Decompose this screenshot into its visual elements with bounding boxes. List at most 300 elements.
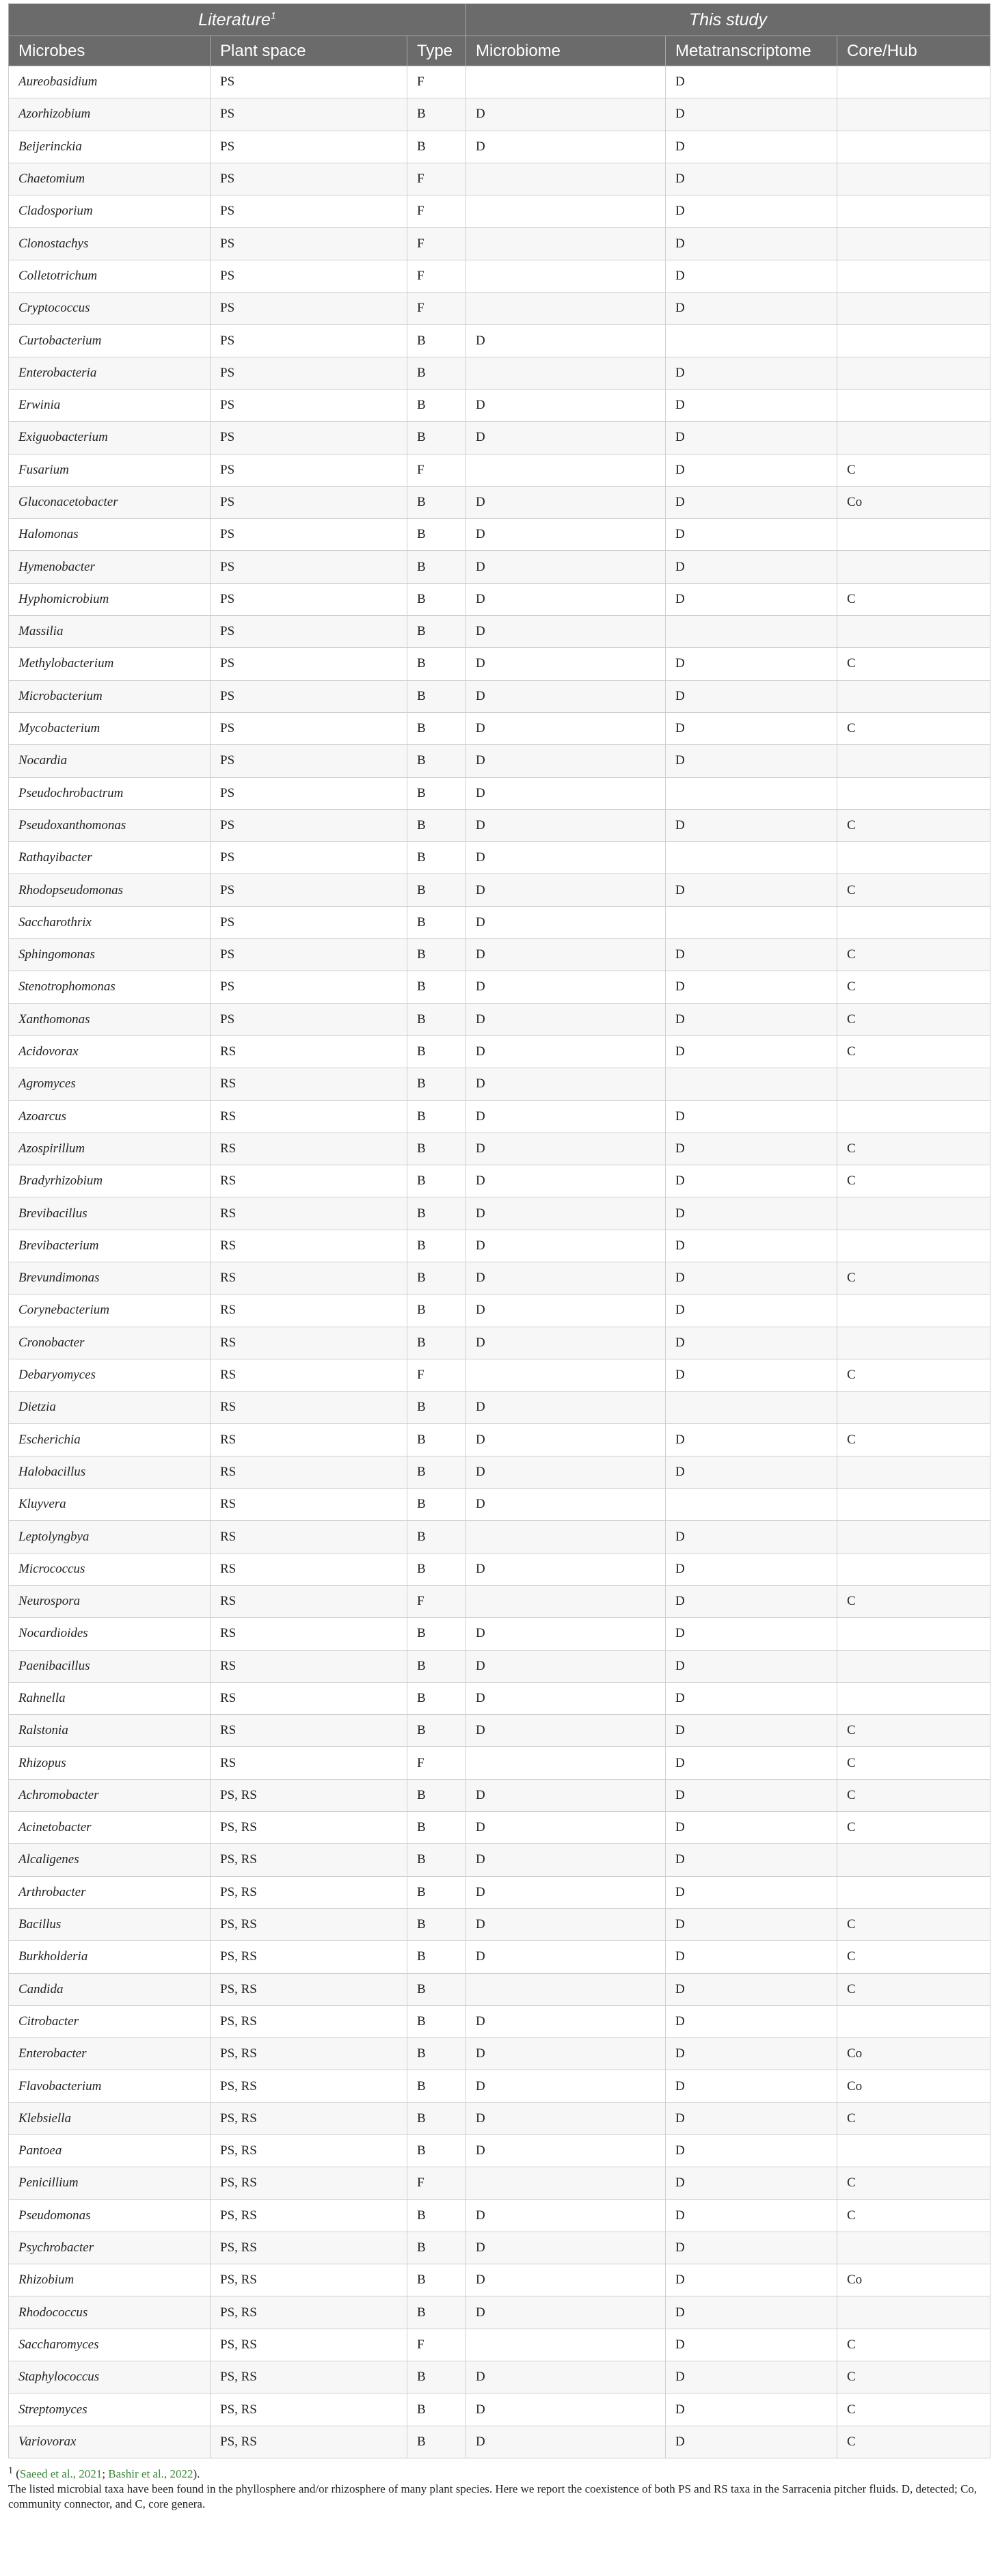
metatranscriptome-cell: D — [666, 1650, 837, 1682]
core-hub-cell: C — [837, 874, 990, 906]
type-cell: B — [407, 745, 466, 777]
microbiome-cell: D — [466, 1650, 666, 1682]
microbe-name-cell: Penicillium — [9, 2167, 211, 2199]
type-cell: B — [407, 809, 466, 841]
metatranscriptome-cell: D — [666, 2264, 837, 2296]
table-row — [9, 1262, 990, 1294]
table-row — [9, 971, 990, 1003]
metatranscriptome-cell: D — [666, 2199, 837, 2232]
type-cell: B — [407, 616, 466, 648]
metatranscriptome-cell: D — [666, 1359, 837, 1391]
table-row — [9, 1068, 990, 1100]
type-cell: B — [407, 357, 466, 389]
plant-space-cell: RS — [211, 1392, 407, 1424]
type-cell: F — [407, 195, 466, 228]
microbe-name-cell: Microbacterium — [9, 680, 211, 712]
microbiome-cell — [466, 195, 666, 228]
literature-label: Literature — [198, 10, 271, 29]
table-row — [9, 1133, 990, 1165]
type-cell: B — [407, 2426, 466, 2458]
core-hub-cell — [837, 1197, 990, 1230]
table-row — [9, 1973, 990, 2005]
type-cell: F — [407, 293, 466, 325]
table-row — [9, 2199, 990, 2232]
type-cell: B — [407, 583, 466, 615]
metatranscriptome-cell: D — [666, 2038, 837, 2070]
plant-space-cell: PS, RS — [211, 2232, 407, 2264]
microbe-name-cell: Micrococcus — [9, 1553, 211, 1585]
core-hub-cell — [837, 1876, 990, 1908]
metatranscriptome-cell: D — [666, 2135, 837, 2167]
microbe-name-cell: Arthrobacter — [9, 1876, 211, 1908]
type-cell: B — [407, 325, 466, 357]
plant-space-cell: PS, RS — [211, 1876, 407, 1908]
core-hub-cell — [837, 2135, 990, 2167]
type-cell: B — [407, 1035, 466, 1068]
microbe-name-cell: Colletotrichum — [9, 260, 211, 292]
metatranscriptome-cell: D — [666, 260, 837, 292]
table-row — [9, 98, 990, 131]
metatranscriptome-cell — [666, 325, 837, 357]
microbiome-cell: D — [466, 1779, 666, 1811]
plant-space-cell: RS — [211, 1650, 407, 1682]
plant-space-cell: PS, RS — [211, 2102, 407, 2134]
group-header-row — [9, 4, 990, 36]
reference-link-bashir[interactable]: Bashir et al., 2022 — [108, 2467, 193, 2480]
core-hub-cell: C — [837, 1262, 990, 1294]
table-row — [9, 809, 990, 841]
microbiome-cell: D — [466, 1392, 666, 1424]
core-hub-cell: Co — [837, 486, 990, 518]
type-cell: B — [407, 2264, 466, 2296]
metatranscriptome-cell: D — [666, 1973, 837, 2005]
microbe-name-cell: Achromobacter — [9, 1779, 211, 1811]
table-row — [9, 195, 990, 228]
metatranscriptome-cell: D — [666, 2167, 837, 2199]
plant-space-cell: PS, RS — [211, 2264, 407, 2296]
table-row — [9, 551, 990, 583]
microbiome-cell: D — [466, 1133, 666, 1165]
core-hub-cell — [837, 325, 990, 357]
table-row — [9, 519, 990, 551]
microbiome-cell: D — [466, 1068, 666, 1100]
table-row — [9, 163, 990, 195]
metatranscriptome-cell: D — [666, 293, 837, 325]
microbiome-cell: D — [466, 583, 666, 615]
plant-space-cell: RS — [211, 1359, 407, 1391]
microbiome-cell — [466, 163, 666, 195]
plant-space-cell: PS — [211, 906, 407, 938]
microbiome-cell — [466, 1521, 666, 1553]
microbiome-cell: D — [466, 2361, 666, 2394]
microbe-name-cell: Azoarcus — [9, 1100, 211, 1133]
metatranscriptome-cell: D — [666, 1844, 837, 1876]
microbe-name-cell: Psychrobacter — [9, 2232, 211, 2264]
core-hub-cell — [837, 422, 990, 454]
table-row — [9, 1941, 990, 1973]
table-row — [9, 131, 990, 163]
metatranscriptome-cell: D — [666, 2426, 837, 2458]
type-cell: B — [407, 842, 466, 874]
plant-space-cell: PS, RS — [211, 2070, 407, 2102]
microbiome-cell: D — [466, 939, 666, 971]
plant-space-cell: RS — [211, 1327, 407, 1359]
plant-space-cell: PS, RS — [211, 2361, 407, 2394]
plant-space-cell: PS, RS — [211, 2199, 407, 2232]
microbe-name-cell: Mycobacterium — [9, 712, 211, 744]
plant-space-cell: PS — [211, 1003, 407, 1035]
microbe-name-cell: Acinetobacter — [9, 1812, 211, 1844]
microbe-name-cell: Curtobacterium — [9, 325, 211, 357]
microbiome-cell: D — [466, 2070, 666, 2102]
plant-space-cell: PS, RS — [211, 2426, 407, 2458]
core-hub-cell: C — [837, 1585, 990, 1617]
table-row — [9, 2232, 990, 2264]
table-row — [9, 583, 990, 615]
core-hub-cell: C — [837, 1973, 990, 2005]
core-hub-cell: C — [837, 1035, 990, 1068]
type-cell: B — [407, 1489, 466, 1521]
core-hub-cell: C — [837, 583, 990, 615]
core-hub-cell — [837, 66, 990, 98]
metatranscriptome-cell — [666, 1068, 837, 1100]
column-header-type: Type — [407, 36, 466, 66]
type-cell: B — [407, 1844, 466, 1876]
metatranscriptome-cell — [666, 842, 837, 874]
table-row — [9, 1230, 990, 1262]
microbiome-cell — [466, 228, 666, 260]
type-cell: F — [407, 1359, 466, 1391]
plant-space-cell: PS — [211, 195, 407, 228]
core-hub-cell — [837, 616, 990, 648]
microbe-name-cell: Massilia — [9, 616, 211, 648]
type-cell: B — [407, 777, 466, 809]
core-hub-cell — [837, 1100, 990, 1133]
microbiome-cell: D — [466, 98, 666, 131]
metatranscriptome-cell: D — [666, 1262, 837, 1294]
metatranscriptome-cell: D — [666, 163, 837, 195]
microbe-name-cell: Gluconacetobacter — [9, 486, 211, 518]
plant-space-cell: RS — [211, 1585, 407, 1617]
footnote-text: The listed microbial taxa have been found in the phyllosphere and/or rhizosphere of many plant species. Here we report the coexistence of both PS and RS taxa in the Sarracenia pitcher fluids. D, detected; Co, community connector, and C, core genera. — [8, 2482, 977, 2510]
column-header-microbiome: Microbiome — [466, 36, 666, 66]
plant-space-cell: RS — [211, 1715, 407, 1747]
table-row — [9, 1618, 990, 1650]
table-body — [9, 66, 990, 2458]
plant-space-cell: RS — [211, 1747, 407, 1779]
microbiome-cell — [466, 260, 666, 292]
reference-link-saeed[interactable]: Saeed et al., 2021 — [19, 2467, 103, 2480]
core-hub-cell — [837, 131, 990, 163]
type-cell: B — [407, 1197, 466, 1230]
table-row — [9, 2264, 990, 2296]
microbiome-cell: D — [466, 1035, 666, 1068]
table-row — [9, 1844, 990, 1876]
table-row — [9, 939, 990, 971]
microbiome-cell: D — [466, 2264, 666, 2296]
microbiome-cell: D — [466, 1682, 666, 1714]
type-cell: B — [407, 1812, 466, 1844]
table-row — [9, 1456, 990, 1488]
metatranscriptome-cell: D — [666, 1747, 837, 1779]
core-hub-cell: C — [837, 1908, 990, 1940]
microbiome-cell: D — [466, 1294, 666, 1327]
microbe-name-cell: Debaryomyces — [9, 1359, 211, 1391]
microbiome-cell: D — [466, 2199, 666, 2232]
microbe-name-cell: Variovorax — [9, 2426, 211, 2458]
microbe-name-cell: Bradyrhizobium — [9, 1165, 211, 1197]
microbe-name-cell: Nocardioides — [9, 1618, 211, 1650]
core-hub-cell — [837, 228, 990, 260]
microbe-name-cell: Pseudoxanthomonas — [9, 809, 211, 841]
metatranscriptome-cell: D — [666, 1197, 837, 1230]
table-row — [9, 745, 990, 777]
table-row — [9, 1779, 990, 1811]
type-cell: B — [407, 1973, 466, 2005]
core-hub-cell — [837, 195, 990, 228]
metatranscriptome-cell — [666, 616, 837, 648]
core-hub-cell: C — [837, 2361, 990, 2394]
footnote-close-paren: ). — [193, 2467, 200, 2480]
table-row — [9, 906, 990, 938]
core-hub-cell — [837, 745, 990, 777]
table-row — [9, 389, 990, 421]
table-row — [9, 2361, 990, 2394]
table-row — [9, 1197, 990, 1230]
metatranscriptome-cell: D — [666, 519, 837, 551]
microbiome-cell: D — [466, 777, 666, 809]
plant-space-cell: PS — [211, 616, 407, 648]
plant-space-cell: PS, RS — [211, 1812, 407, 1844]
table-row — [9, 2005, 990, 2037]
microbiome-cell: D — [466, 1618, 666, 1650]
metatranscriptome-cell: D — [666, 1294, 837, 1327]
table-row — [9, 1359, 990, 1391]
plant-space-cell: PS — [211, 98, 407, 131]
metatranscriptome-cell: D — [666, 454, 837, 486]
metatranscriptome-cell: D — [666, 1165, 837, 1197]
microbiome-cell: D — [466, 2038, 666, 2070]
type-cell: B — [407, 1941, 466, 1973]
table-row — [9, 1294, 990, 1327]
plant-space-cell: PS, RS — [211, 1908, 407, 1940]
plant-space-cell: PS — [211, 519, 407, 551]
microbiome-cell: D — [466, 971, 666, 1003]
core-hub-cell — [837, 1650, 990, 1682]
metatranscriptome-cell: D — [666, 1908, 837, 1940]
table-row — [9, 2394, 990, 2426]
microbiome-cell: D — [466, 2296, 666, 2329]
plant-space-cell: PS — [211, 874, 407, 906]
core-hub-cell — [837, 357, 990, 389]
microbe-name-cell: Pantoea — [9, 2135, 211, 2167]
metatranscriptome-cell: D — [666, 1553, 837, 1585]
plant-space-cell: PS — [211, 583, 407, 615]
plant-space-cell: PS, RS — [211, 2296, 407, 2329]
core-hub-cell — [837, 519, 990, 551]
type-cell: B — [407, 422, 466, 454]
plant-space-cell: PS, RS — [211, 2005, 407, 2037]
microbe-name-cell: Aureobasidium — [9, 66, 211, 98]
plant-space-cell: PS — [211, 809, 407, 841]
core-hub-cell — [837, 1327, 990, 1359]
plant-space-cell: RS — [211, 1100, 407, 1133]
core-hub-cell: C — [837, 1359, 990, 1391]
plant-space-cell: RS — [211, 1618, 407, 1650]
table-row — [9, 228, 990, 260]
type-cell: B — [407, 551, 466, 583]
plant-space-cell: RS — [211, 1133, 407, 1165]
plant-space-cell: PS — [211, 228, 407, 260]
type-cell: B — [407, 1003, 466, 1035]
table-row — [9, 1715, 990, 1747]
microbe-name-cell: Alcaligenes — [9, 1844, 211, 1876]
plant-space-cell: RS — [211, 1165, 407, 1197]
microbe-name-cell: Hyphomicrobium — [9, 583, 211, 615]
plant-space-cell: RS — [211, 1424, 407, 1456]
literature-group-header — [9, 4, 466, 36]
table-row — [9, 1553, 990, 1585]
microbe-name-cell: Erwinia — [9, 389, 211, 421]
type-cell: B — [407, 1876, 466, 1908]
microbiome-cell: D — [466, 519, 666, 551]
microbe-name-cell: Rhodococcus — [9, 2296, 211, 2329]
metatranscriptome-cell: D — [666, 2102, 837, 2134]
table-row — [9, 260, 990, 292]
microbe-name-cell: Brevibacillus — [9, 1197, 211, 1230]
plant-space-cell: PS — [211, 163, 407, 195]
table-row — [9, 293, 990, 325]
core-hub-cell: Co — [837, 2264, 990, 2296]
type-cell: B — [407, 2199, 466, 2232]
microbiome-cell: D — [466, 1941, 666, 1973]
microbiome-cell: D — [466, 1456, 666, 1488]
type-cell: B — [407, 1100, 466, 1133]
core-hub-cell — [837, 680, 990, 712]
microbe-name-cell: Rahnella — [9, 1682, 211, 1714]
type-cell: B — [407, 1392, 466, 1424]
microbe-name-cell: Burkholderia — [9, 1941, 211, 1973]
type-cell: B — [407, 1327, 466, 1359]
microbiome-cell: D — [466, 842, 666, 874]
type-cell: F — [407, 2329, 466, 2361]
metatranscriptome-cell: D — [666, 1682, 837, 1714]
microbe-name-cell: Hymenobacter — [9, 551, 211, 583]
metatranscriptome-cell: D — [666, 1424, 837, 1456]
core-hub-cell: Co — [837, 2070, 990, 2102]
plant-space-cell: PS — [211, 712, 407, 744]
core-hub-cell — [837, 163, 990, 195]
metatranscriptome-cell: D — [666, 680, 837, 712]
table-page — [8, 3, 990, 2512]
type-cell: F — [407, 2167, 466, 2199]
microbiome-cell: D — [466, 2426, 666, 2458]
table-row — [9, 1650, 990, 1682]
microbiome-cell: D — [466, 2005, 666, 2037]
plant-space-cell: RS — [211, 1230, 407, 1262]
type-cell: B — [407, 1779, 466, 1811]
type-cell: B — [407, 1230, 466, 1262]
core-hub-cell — [837, 906, 990, 938]
microbe-name-cell: Dietzia — [9, 1392, 211, 1424]
table-row — [9, 777, 990, 809]
core-hub-cell — [837, 777, 990, 809]
metatranscriptome-cell: D — [666, 2296, 837, 2329]
table-row — [9, 648, 990, 680]
table-row — [9, 1521, 990, 1553]
microbiome-cell: D — [466, 712, 666, 744]
core-hub-cell: C — [837, 809, 990, 841]
plant-space-cell: PS — [211, 422, 407, 454]
type-cell: B — [407, 2070, 466, 2102]
core-hub-cell: C — [837, 1812, 990, 1844]
core-hub-cell: C — [837, 648, 990, 680]
plant-space-cell: PS, RS — [211, 2038, 407, 2070]
microbiome-cell — [466, 1747, 666, 1779]
microbe-name-cell: Ralstonia — [9, 1715, 211, 1747]
type-cell: B — [407, 2232, 466, 2264]
core-hub-cell — [837, 1844, 990, 1876]
type-cell: B — [407, 1908, 466, 1940]
metatranscriptome-cell — [666, 1489, 837, 1521]
metatranscriptome-cell: D — [666, 66, 837, 98]
core-hub-cell — [837, 98, 990, 131]
core-hub-cell — [837, 2232, 990, 2264]
core-hub-cell: C — [837, 2102, 990, 2134]
core-hub-cell: C — [837, 2394, 990, 2426]
microbiome-cell: D — [466, 1908, 666, 1940]
plant-space-cell: RS — [211, 1197, 407, 1230]
microbe-name-cell: Rathayibacter — [9, 842, 211, 874]
microbiome-cell — [466, 357, 666, 389]
core-hub-cell: C — [837, 2426, 990, 2458]
microbiome-cell — [466, 1585, 666, 1617]
metatranscriptome-cell: D — [666, 1456, 837, 1488]
plant-space-cell: RS — [211, 1553, 407, 1585]
type-cell: F — [407, 228, 466, 260]
metatranscriptome-cell: D — [666, 1715, 837, 1747]
core-hub-cell: C — [837, 712, 990, 744]
table-row — [9, 1876, 990, 1908]
microbe-name-cell: Leptolyngbya — [9, 1521, 211, 1553]
microbe-name-cell: Nocardia — [9, 745, 211, 777]
type-cell: F — [407, 1747, 466, 1779]
plant-space-cell: PS, RS — [211, 1779, 407, 1811]
metatranscriptome-cell: D — [666, 1779, 837, 1811]
table-row — [9, 842, 990, 874]
table-row — [9, 2329, 990, 2361]
metatranscriptome-cell: D — [666, 874, 837, 906]
type-cell: F — [407, 260, 466, 292]
table-row — [9, 1165, 990, 1197]
metatranscriptome-cell: D — [666, 1618, 837, 1650]
microbe-name-cell: Neurospora — [9, 1585, 211, 1617]
column-header-plant-space: Plant space — [211, 36, 407, 66]
microbiome-cell: D — [466, 131, 666, 163]
plant-space-cell: PS — [211, 357, 407, 389]
core-hub-cell — [837, 1392, 990, 1424]
microbe-name-cell: Brevundimonas — [9, 1262, 211, 1294]
type-cell: B — [407, 2135, 466, 2167]
plant-space-cell: RS — [211, 1682, 407, 1714]
table-row — [9, 2038, 990, 2070]
metatranscriptome-cell: D — [666, 1133, 837, 1165]
table-row — [9, 2135, 990, 2167]
type-cell: B — [407, 1650, 466, 1682]
plant-space-cell: RS — [211, 1456, 407, 1488]
metatranscriptome-cell — [666, 1392, 837, 1424]
footnote-open-paren: ( — [16, 2467, 20, 2480]
